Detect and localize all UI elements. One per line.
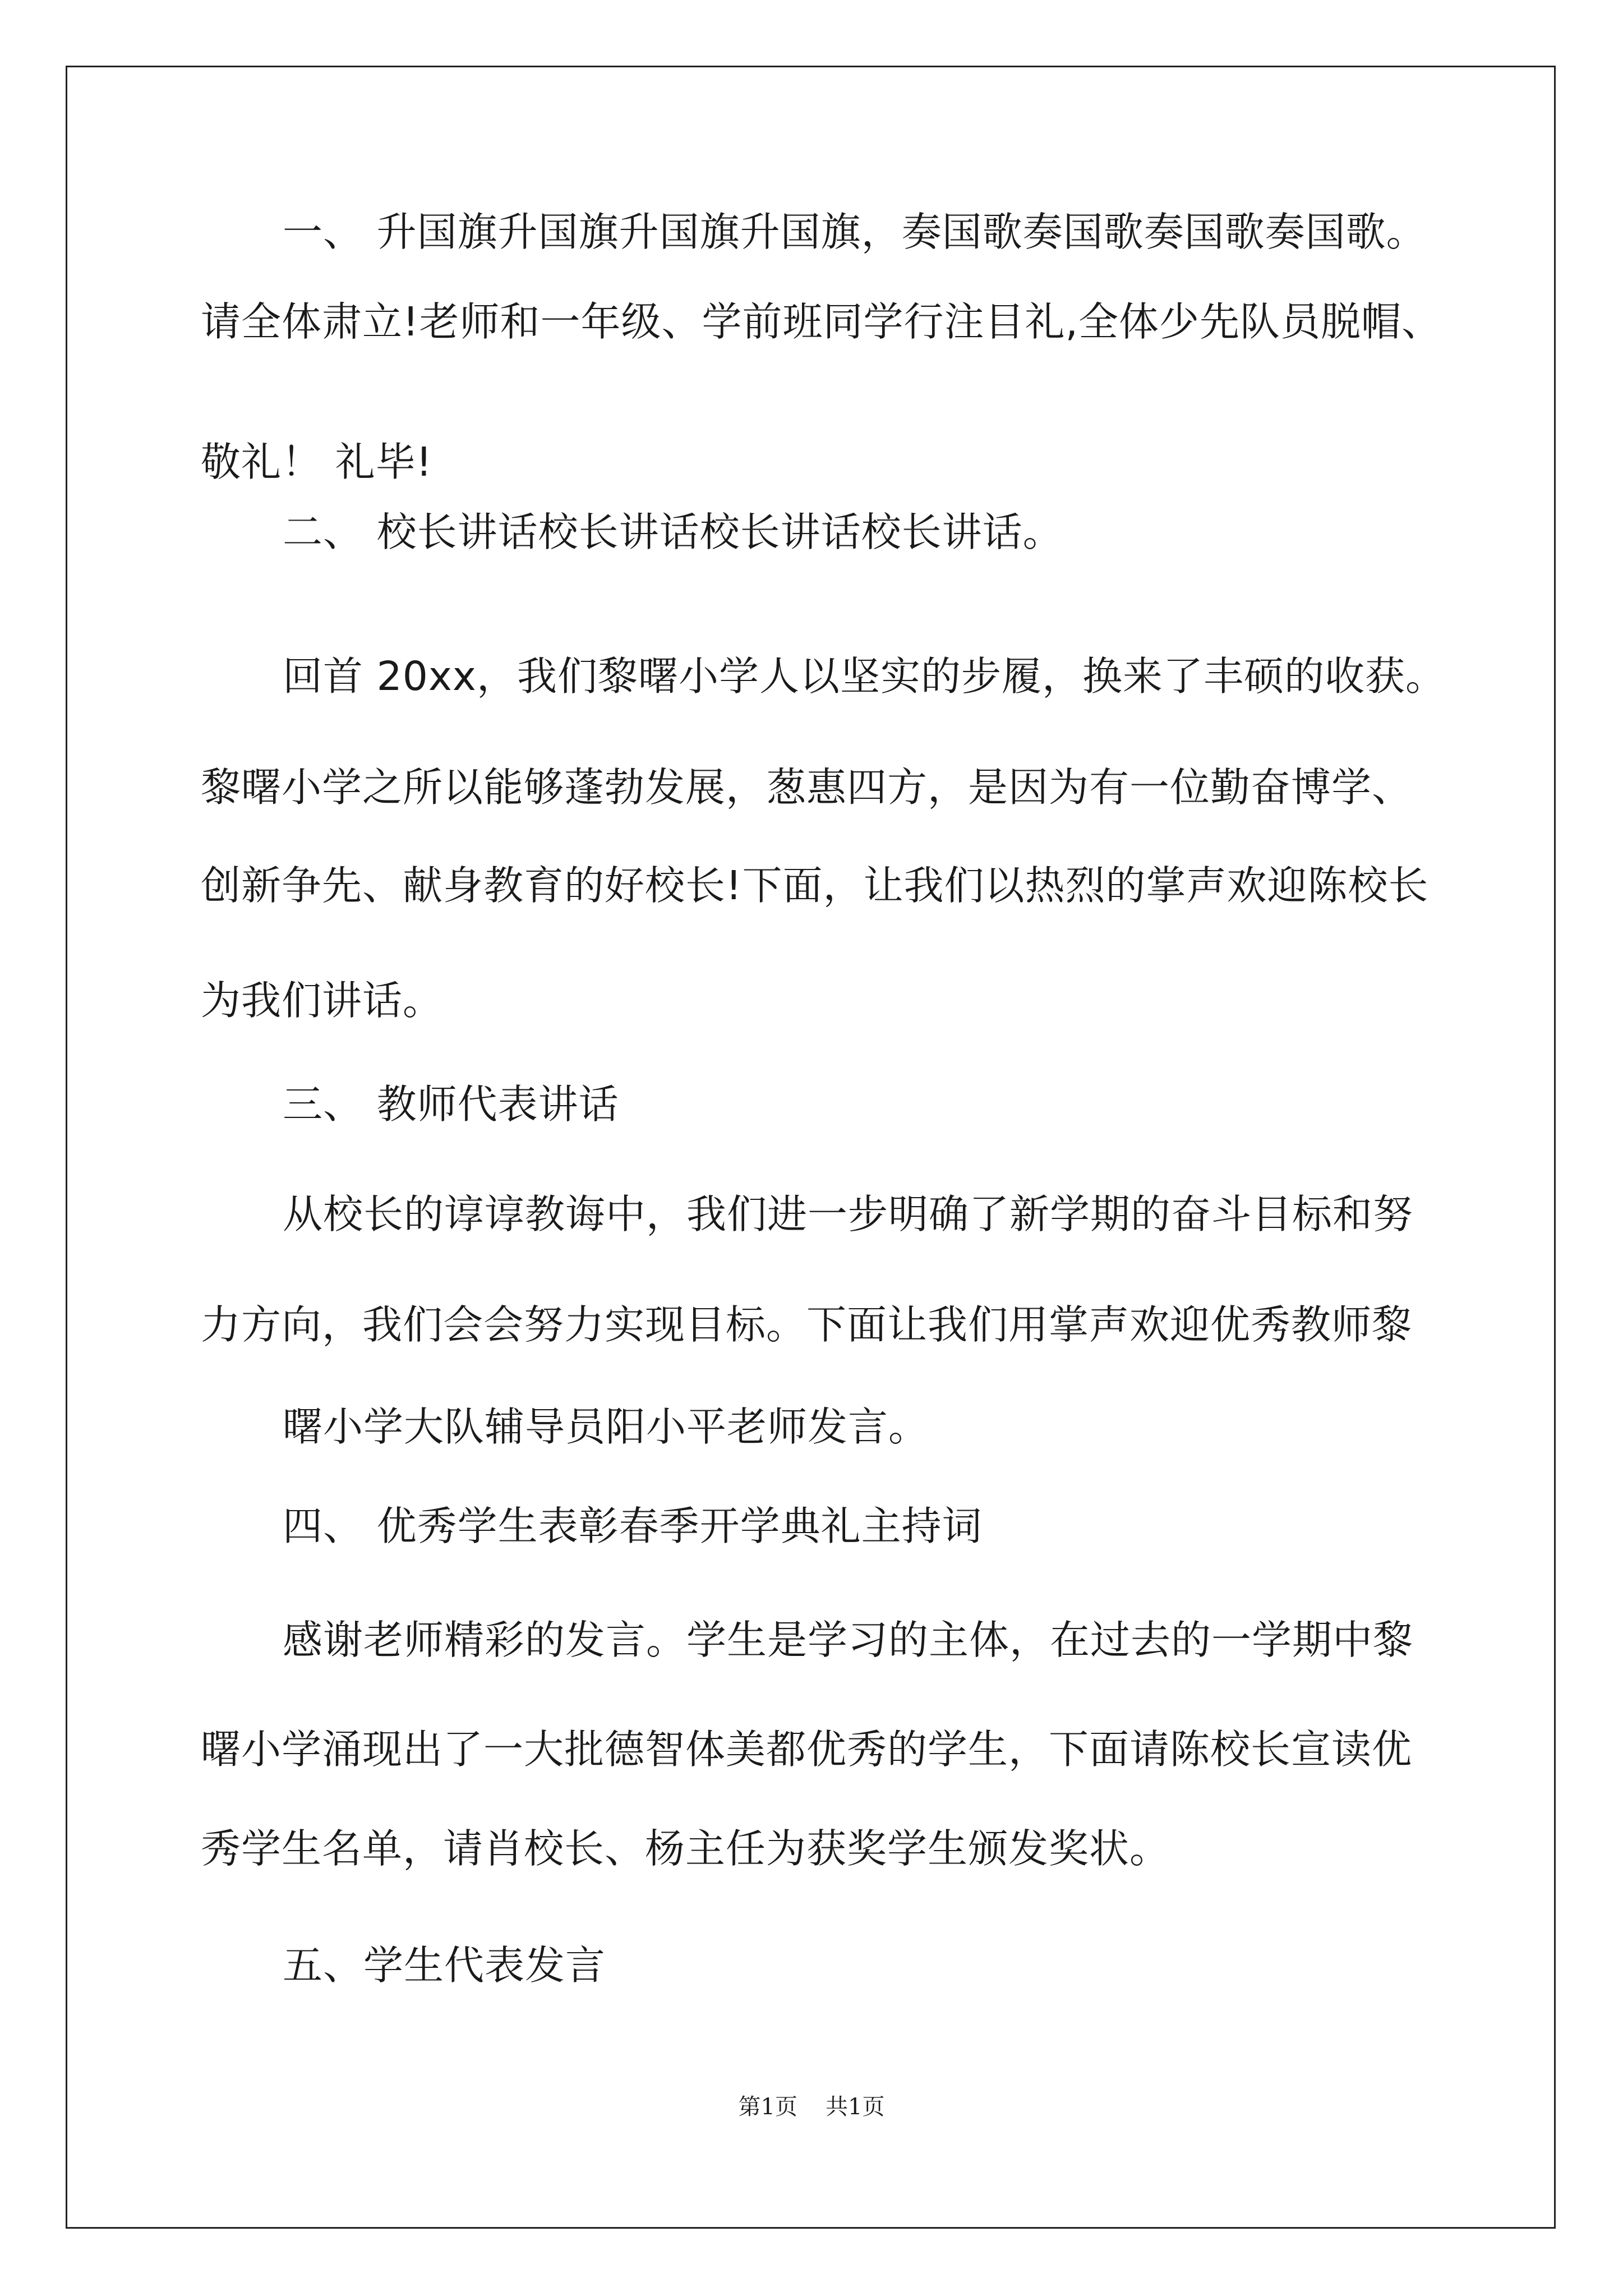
page-total: 共1页 bbox=[826, 2094, 885, 2120]
paragraph-line: 回首 20xx，我们黎曙小学人以坚实的步履，换来了丰硕的收获。 bbox=[283, 653, 1446, 700]
paragraph-line: 曙小学涌现出了一大批德智体美都优秀的学生，下面请陈校长宣读优 bbox=[201, 1726, 1413, 1773]
section-heading-2: 二、 校长讲话校长讲话校长讲话校长讲话。 bbox=[283, 509, 1063, 555]
paragraph-line: 黎曙小学之所以能够蓬勃发展，葱惠四方，是因为有一位勤奋博学、 bbox=[201, 764, 1413, 811]
section-heading-3: 三、 教师代表讲话 bbox=[283, 1081, 619, 1128]
paragraph-line: 请全体肃立!老师和一年级、学前班同学行注目礼,全体少先队员脱帽、 bbox=[201, 298, 1442, 345]
section-heading-1: 一、 升国旗升国旗升国旗升国旗，奏国歌奏国歌奏国歌奏国歌。 bbox=[283, 209, 1427, 255]
paragraph-line: 为我们讲话。 bbox=[201, 977, 444, 1024]
page-footer bbox=[0, 2091, 1623, 2123]
paragraph-line: 力方向，我们会会努力实现目标。下面让我们用掌声欢迎优秀教师黎 bbox=[201, 1301, 1413, 1348]
paragraph-line: 曙小学大队辅导员阳小平老师发言。 bbox=[283, 1404, 929, 1450]
paragraph-line: 感谢老师精彩的发言。学生是学习的主体，在过去的一学期中黎 bbox=[283, 1617, 1414, 1663]
page-border bbox=[66, 66, 1556, 2229]
section-heading-5: 五、学生代表发言 bbox=[283, 1942, 606, 1989]
page-number: 第1页 bbox=[738, 2094, 797, 2120]
paragraph-line: 创新争先、献身教育的好校长!下面，让我们以热烈的掌声欢迎陈校长 bbox=[201, 862, 1429, 909]
paragraph-line: 从校长的谆谆教诲中，我们进一步明确了新学期的奋斗目标和努 bbox=[283, 1191, 1414, 1237]
section-heading-4: 四、 优秀学生表彰春季开学典礼主持词 bbox=[283, 1503, 983, 1549]
paragraph-line: 秀学生名单，请肖校长、杨主任为获奖学生颁发奖状。 bbox=[201, 1825, 1170, 1872]
paragraph-line: 敬礼！ 礼毕! bbox=[201, 439, 433, 485]
